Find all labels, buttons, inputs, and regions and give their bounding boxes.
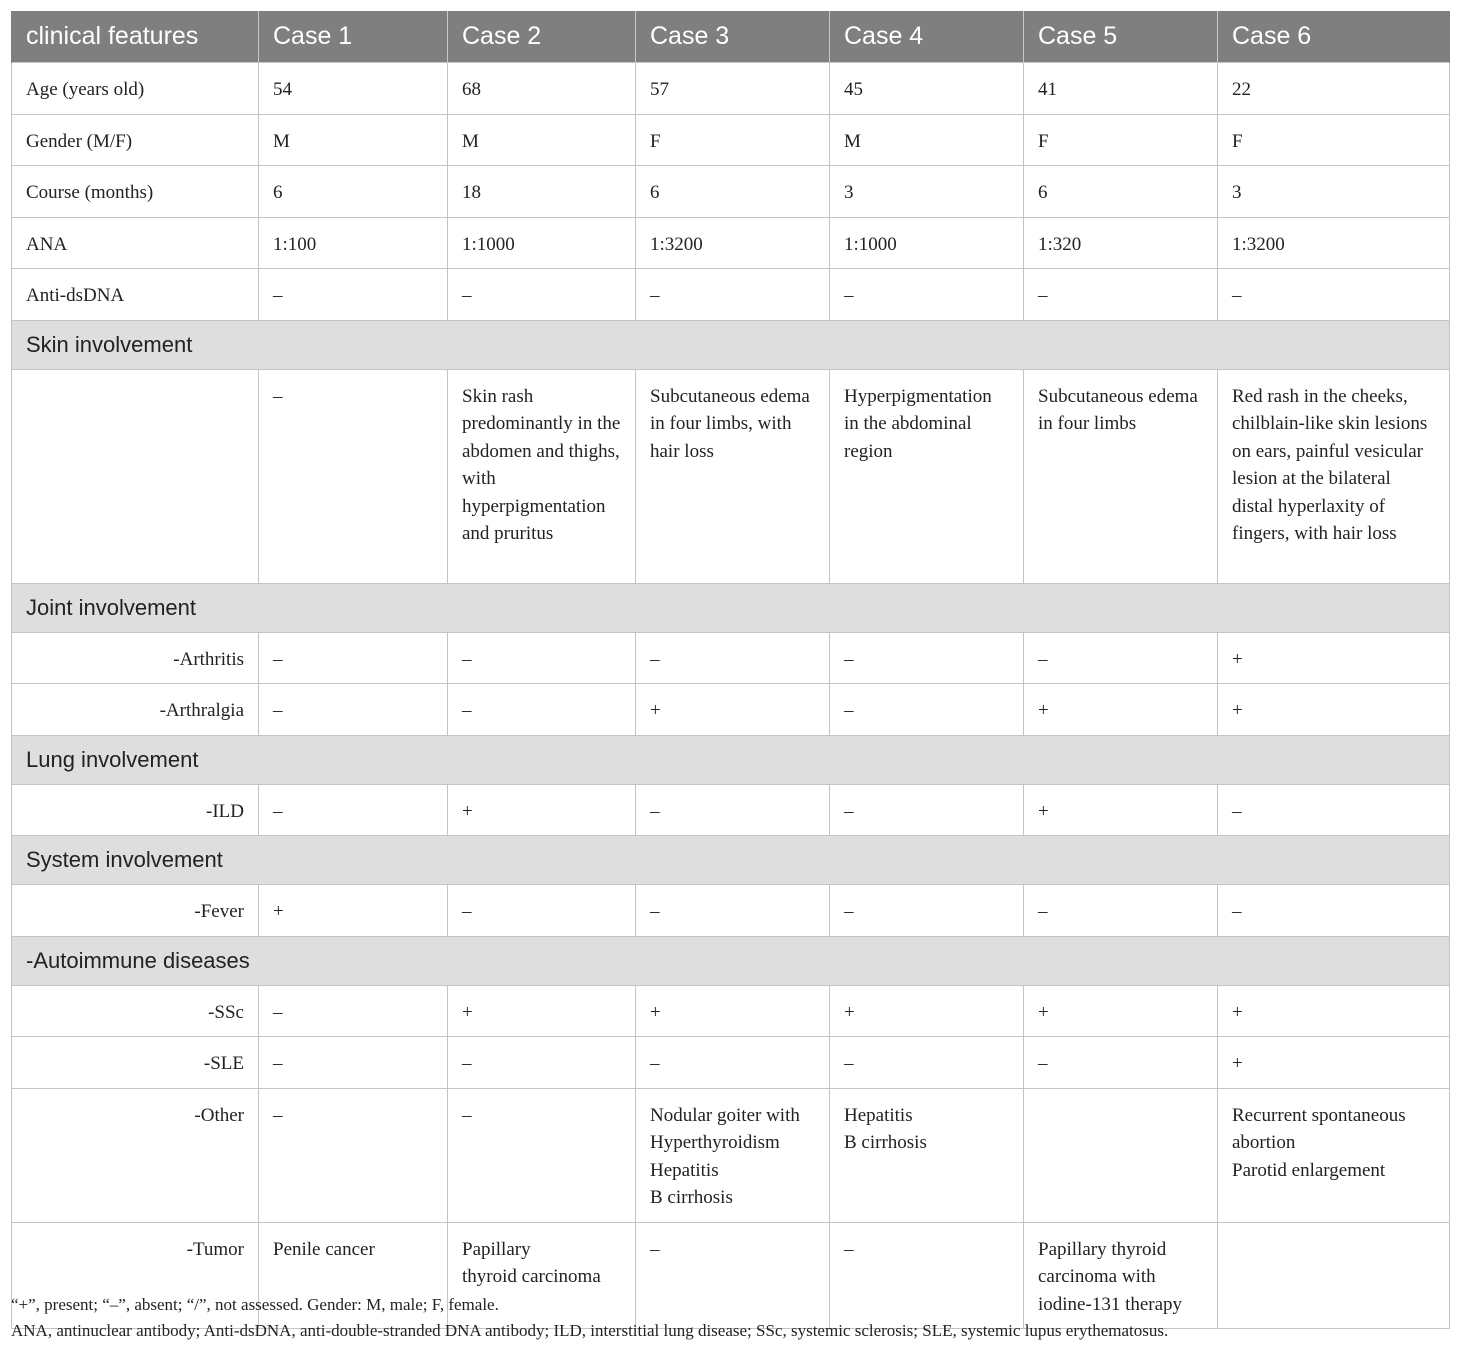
table-cell: 6 bbox=[259, 166, 448, 218]
table-cell: + bbox=[448, 985, 636, 1037]
cell-line: B cirrhosis bbox=[650, 1187, 733, 1208]
table-cell-empty bbox=[1024, 1088, 1218, 1222]
table-cell: – bbox=[448, 269, 636, 321]
table-row-arthritis bbox=[12, 632, 1450, 684]
table-cell: – bbox=[830, 632, 1024, 684]
table-cell: – bbox=[636, 269, 830, 321]
table-cell: – bbox=[259, 1037, 448, 1089]
cell-line: thyroid carcinoma bbox=[462, 1266, 601, 1287]
table-cell bbox=[830, 1088, 1024, 1222]
table-cell: – bbox=[1218, 885, 1450, 937]
table-cell: M bbox=[448, 114, 636, 166]
table-cell: – bbox=[830, 269, 1024, 321]
table-cell: Subcutaneous edema in four limbs bbox=[1024, 369, 1218, 583]
table-cell: F bbox=[1218, 114, 1450, 166]
cell-line: Papillary bbox=[462, 1238, 531, 1260]
section-row-skin bbox=[12, 320, 1450, 369]
cell-line: Hepatitis bbox=[844, 1104, 913, 1126]
table-cell: – bbox=[636, 885, 830, 937]
table-cell: – bbox=[1024, 269, 1218, 321]
table-row-ana bbox=[12, 217, 1450, 269]
table-cell: – bbox=[1218, 784, 1450, 836]
table-cell: – bbox=[636, 1037, 830, 1089]
table-cell: Hyperpigmentation in the abdominal region bbox=[830, 369, 1024, 583]
table-row-other bbox=[12, 1088, 1450, 1222]
row-label bbox=[12, 369, 259, 583]
section-row-autoimmune bbox=[12, 936, 1450, 985]
table-row-arthralgia bbox=[12, 684, 1450, 736]
table-cell bbox=[636, 1088, 830, 1222]
table-cell: – bbox=[1024, 1037, 1218, 1089]
table-cell: 54 bbox=[259, 63, 448, 115]
table-row-skin-details bbox=[12, 369, 1450, 583]
table-cell: – bbox=[1024, 885, 1218, 937]
table-cell: M bbox=[830, 114, 1024, 166]
cell-line: abortion bbox=[1232, 1132, 1296, 1153]
table-cell: – bbox=[259, 632, 448, 684]
table-cell: 1:3200 bbox=[636, 217, 830, 269]
section-heading: -Autoimmune diseases bbox=[12, 936, 1450, 985]
table-cell: 57 bbox=[636, 63, 830, 115]
table-cell bbox=[1218, 1088, 1450, 1222]
table-cell: + bbox=[636, 985, 830, 1037]
table-row-sle bbox=[12, 1037, 1450, 1089]
section-heading: System involvement bbox=[12, 836, 1450, 885]
table-cell: + bbox=[830, 985, 1024, 1037]
table-cell: – bbox=[259, 784, 448, 836]
table-row-anti-dsdna bbox=[12, 269, 1450, 321]
section-heading: Skin involvement bbox=[12, 320, 1450, 369]
cell-line: Hepatitis bbox=[650, 1159, 719, 1181]
table-cell: 1:3200 bbox=[1218, 217, 1450, 269]
table-cell: M bbox=[259, 114, 448, 166]
cell-line: iodine-131 therapy bbox=[1038, 1293, 1183, 1315]
table-cell: 6 bbox=[1024, 166, 1218, 218]
table-cell: 45 bbox=[830, 63, 1024, 115]
row-label: Gender (M/F) bbox=[12, 114, 259, 166]
row-label: -SLE bbox=[12, 1037, 259, 1089]
table-cell: + bbox=[1218, 632, 1450, 684]
table-cell: 1:1000 bbox=[448, 217, 636, 269]
cell-line: – bbox=[462, 1104, 472, 1126]
table-cell: + bbox=[448, 784, 636, 836]
cell-line: Recurrent spontaneous bbox=[1232, 1104, 1406, 1126]
row-label: -Fever bbox=[12, 885, 259, 937]
section-row-joint bbox=[12, 583, 1450, 632]
table-cell: – bbox=[636, 784, 830, 836]
row-label: -Arthritis bbox=[12, 632, 259, 684]
table-cell: – bbox=[259, 985, 448, 1037]
table-row-gender bbox=[12, 114, 1450, 166]
header-case-4: Case 4 bbox=[830, 11, 1024, 63]
table-cell: – bbox=[1024, 632, 1218, 684]
table-row-ssc bbox=[12, 985, 1450, 1037]
row-label: -SSc bbox=[12, 985, 259, 1037]
clinical-features-table-container bbox=[11, 11, 1449, 1329]
cell-line: – bbox=[650, 1238, 660, 1260]
table-cell: + bbox=[1024, 784, 1218, 836]
cell-line: Parotid enlargement bbox=[1232, 1159, 1386, 1181]
table-cell: – bbox=[259, 369, 448, 583]
table-cell: – bbox=[1218, 269, 1450, 321]
row-label: -Tumor bbox=[12, 1222, 259, 1329]
table-row-age bbox=[12, 63, 1450, 115]
cell-line: Penile cancer bbox=[273, 1238, 375, 1260]
table-cell: + bbox=[636, 684, 830, 736]
row-label: -Other bbox=[12, 1088, 259, 1222]
row-label: Age (years old) bbox=[12, 63, 259, 115]
table-cell: – bbox=[830, 784, 1024, 836]
header-case-6: Case 6 bbox=[1218, 11, 1450, 63]
table-cell: + bbox=[1024, 684, 1218, 736]
table-cell: 1:1000 bbox=[830, 217, 1024, 269]
header-case-2: Case 2 bbox=[448, 11, 636, 63]
table-footnotes bbox=[11, 1292, 1451, 1344]
table-cell: + bbox=[1024, 985, 1218, 1037]
table-header-row bbox=[12, 11, 1450, 63]
table-row-course bbox=[12, 166, 1450, 218]
cell-line: B cirrhosis bbox=[844, 1132, 927, 1153]
table-cell: + bbox=[259, 885, 448, 937]
section-row-system bbox=[12, 836, 1450, 885]
cell-line: – bbox=[844, 1238, 854, 1260]
table-cell: + bbox=[1218, 684, 1450, 736]
clinical-features-table bbox=[11, 11, 1450, 1329]
table-cell: – bbox=[448, 632, 636, 684]
cell-line: Hyperthyroidism bbox=[650, 1132, 780, 1153]
row-label: Anti-dsDNA bbox=[12, 269, 259, 321]
row-label: Course (months) bbox=[12, 166, 259, 218]
header-case-1: Case 1 bbox=[259, 11, 448, 63]
table-cell: – bbox=[830, 1037, 1024, 1089]
row-label: -ILD bbox=[12, 784, 259, 836]
table-cell: – bbox=[259, 269, 448, 321]
table-cell: 68 bbox=[448, 63, 636, 115]
table-cell: + bbox=[1218, 985, 1450, 1037]
table-cell: – bbox=[448, 885, 636, 937]
table-cell: 1:100 bbox=[259, 217, 448, 269]
section-row-lung bbox=[12, 735, 1450, 784]
table-cell: Red rash in the cheeks, chilblain-like skin lesions on ears, painful vesicular lesion at the bilateral distal hyperlaxity of fingers, with hair loss bbox=[1218, 369, 1450, 583]
footnote-symbols: “+”, present; “–”, absent; “/”, not assessed. Gender: M, male; F, female. bbox=[11, 1295, 499, 1314]
cell-line: Nodular goiter with bbox=[650, 1104, 800, 1126]
table-cell: 6 bbox=[636, 166, 830, 218]
table-cell: – bbox=[830, 684, 1024, 736]
table-cell: – bbox=[448, 1037, 636, 1089]
table-cell: Skin rash predominantly in the abdomen and thighs, with hyperpigmentation and pruritus bbox=[448, 369, 636, 583]
table-cell bbox=[448, 1088, 636, 1222]
table-cell: – bbox=[259, 684, 448, 736]
header-case-5: Case 5 bbox=[1024, 11, 1218, 63]
table-cell: 3 bbox=[1218, 166, 1450, 218]
table-cell: + bbox=[1218, 1037, 1450, 1089]
table-row-ild bbox=[12, 784, 1450, 836]
table-cell: 18 bbox=[448, 166, 636, 218]
table-cell: F bbox=[636, 114, 830, 166]
table-cell: – bbox=[830, 885, 1024, 937]
table-cell: Subcutaneous edema in four limbs, with hair loss bbox=[636, 369, 830, 583]
cell-line: Papillary thyroid bbox=[1038, 1238, 1167, 1260]
row-label: -Arthralgia bbox=[12, 684, 259, 736]
cell-line: carcinoma with bbox=[1038, 1266, 1156, 1287]
row-label: ANA bbox=[12, 217, 259, 269]
table-cell: F bbox=[1024, 114, 1218, 166]
cell-line: – bbox=[273, 1104, 283, 1126]
table-cell: 1:320 bbox=[1024, 217, 1218, 269]
footnote-abbreviations: ANA, antinuclear antibody; Anti-dsDNA, anti-double-stranded DNA antibody; ILD, interstitial lung disease; SSc, systemic sclerosis; SLE, systemic lupus erythematosus. bbox=[11, 1321, 1169, 1340]
section-heading: Joint involvement bbox=[12, 583, 1450, 632]
table-cell: 41 bbox=[1024, 63, 1218, 115]
section-heading: Lung involvement bbox=[12, 735, 1450, 784]
header-clinical-features: clinical features bbox=[12, 11, 259, 63]
table-cell bbox=[259, 1088, 448, 1222]
header-case-3: Case 3 bbox=[636, 11, 830, 63]
table-row-fever bbox=[12, 885, 1450, 937]
table-cell: 22 bbox=[1218, 63, 1450, 115]
table-cell: – bbox=[636, 632, 830, 684]
table-cell: – bbox=[448, 684, 636, 736]
table-cell: 3 bbox=[830, 166, 1024, 218]
